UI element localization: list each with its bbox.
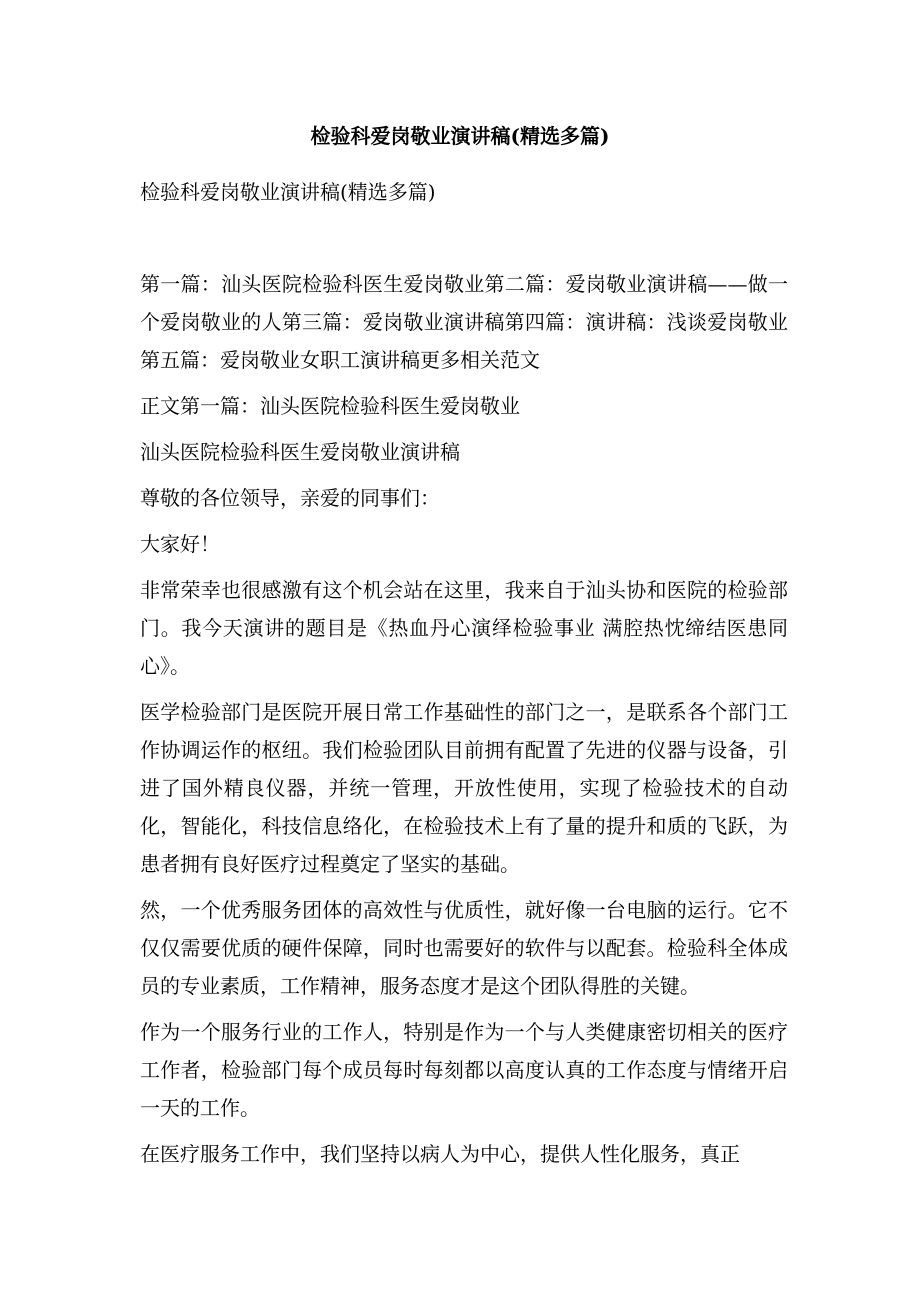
paragraph: 作为一个服务行业的工作人，特别是作为一个与人类健康密切相关的医疗工作者，检验部门每个成员每时每刻都以高度认真的工作态度与情绪开启一天的工作。 — [140, 1020, 788, 1120]
document-title: 检验科爱岗敬业演讲稿(精选多篇) — [310, 124, 610, 148]
paragraph: 在医疗服务工作中，我们坚持以病人为中心，提供人性化服务，真正 — [140, 1142, 740, 1166]
document-body — [140, 173, 788, 1181]
paragraph: 然，一个优秀服务团体的高效性与优质性，就好像一台电脑的运行。它不仅仅需要优质的硬件保障，同时也需要好的软件与以配套。检验科全体成员的专业素质，工作精神，服务态度才是这个团队得胜的关键。 — [140, 898, 788, 998]
blank-line — [140, 219, 788, 265]
speech-title: 汕头医院检验科医生爱岗敬业演讲稿 — [140, 440, 460, 464]
paragraph: 医学检验部门是医院开展日常工作基础性的部门之一，是联系各个部门工作协调运作的枢纽。我们检验团队目前拥有配置了先进的仪器与设备，引进了国外精良仪器，并统一管理，开放性使用，实现了检验技术的自动化，智能化，科技信息络化，在检验技术上有了量的提升和质的飞跃，为患者拥有良好医疗过程奠定了坚实的基础。 — [140, 700, 788, 876]
document-subtitle: 检验科爱岗敬业演讲稿(精选多篇) — [140, 180, 436, 204]
salutation: 尊敬的各位领导，亲爱的同事们： — [140, 486, 440, 510]
paragraph: 非常荣幸也很感激有这个机会站在这里，我来自于汕头协和医院的检验部门。我今天演讲的题目是《热血丹心演绎检验事业 满腔热忱缔结医患同心》。 — [140, 578, 788, 678]
greeting: 大家好！ — [140, 532, 220, 556]
table-of-contents: 第一篇：汕头医院检验科医生爱岗敬业第二篇：爱岗敬业演讲稿——做一个爱岗敬业的人第三篇：爱岗敬业演讲稿第四篇：演讲稿：浅谈爱岗敬业第五篇：爱岗敬业女职工演讲稿更多相关范文 — [140, 272, 788, 372]
section-heading: 正文第一篇：汕头医院检验科医生爱岗敬业 — [140, 394, 520, 418]
